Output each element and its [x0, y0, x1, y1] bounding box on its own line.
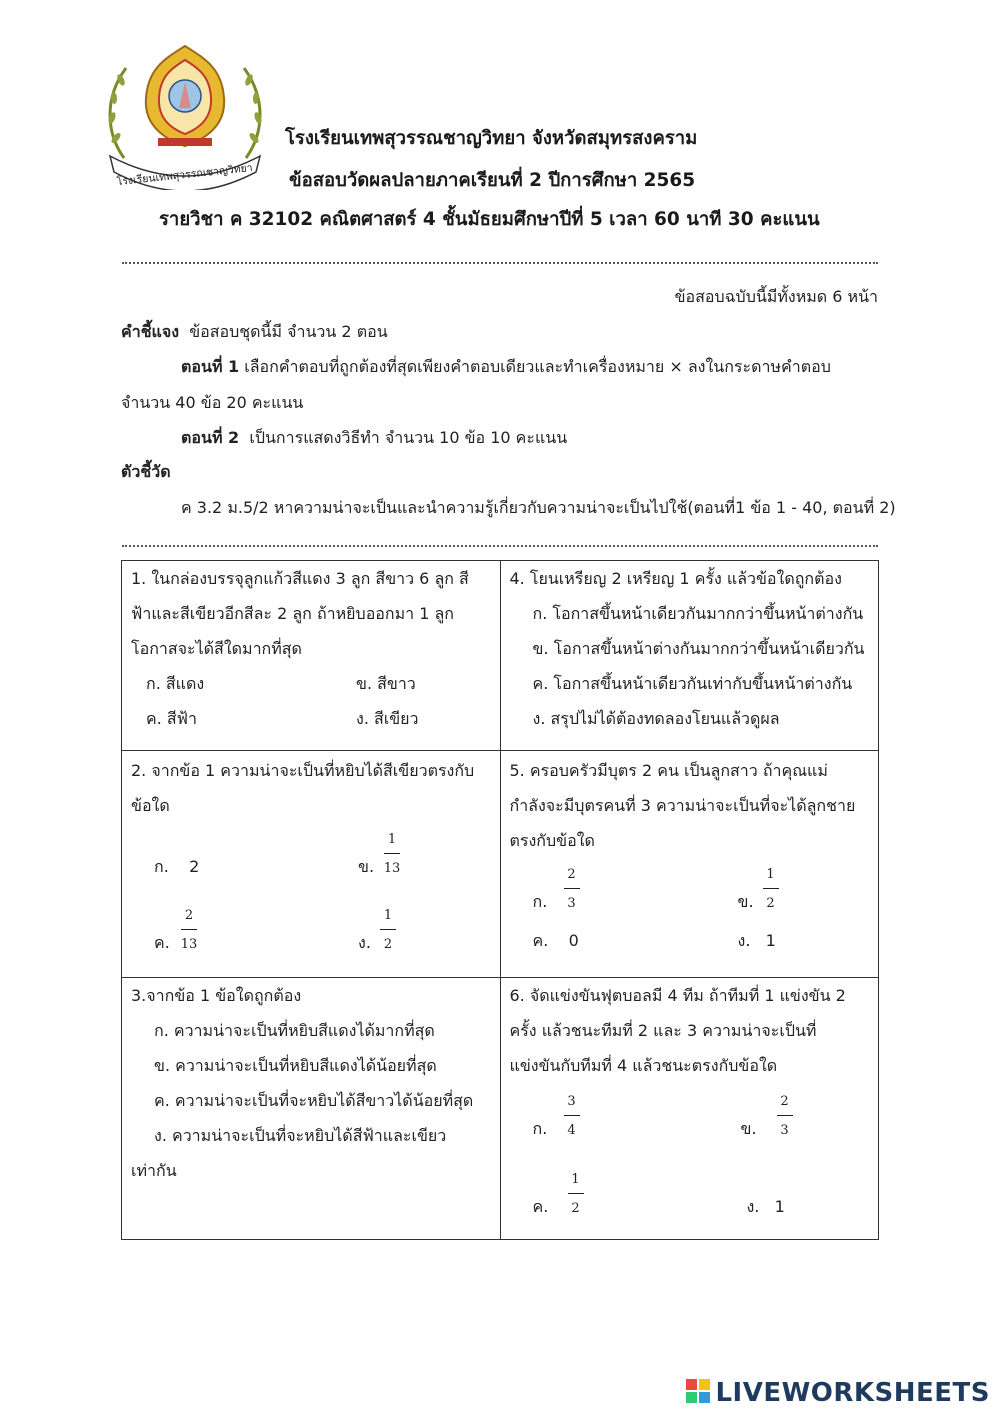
question-1-line-1: 1. ในกล่องบรรจุลูกแก้วสีแดง 3 ลูก สีขาว 6 ลูก สี	[131, 569, 469, 588]
question-5-option-b-fraction	[760, 864, 782, 915]
liveworksheets-logo-icon	[685, 1378, 711, 1404]
question-5-option-a-denominator: 3	[567, 896, 576, 911]
question-6-line-2: ครั้ง แล้วชนะทีมที่ 2 และ 3 ความน่าจะเป็นที่	[509, 1021, 817, 1040]
part1-line	[181, 355, 831, 380]
question-6-option-d[interactable]	[747, 1195, 785, 1220]
liveworksheets-watermark	[685, 1378, 990, 1408]
school-name: โรงเรียนเทพสุวรรณชาญวิทยา จังหวัดสมุทรสงคราม	[285, 128, 698, 149]
question-2-option-b-denominator: 13	[383, 861, 401, 876]
question-1-option-d[interactable]: ง. สีเขียว	[356, 709, 419, 728]
question-5-option-b-denominator: 2	[766, 896, 775, 911]
question-5-option-d-value: 1	[765, 931, 776, 950]
fraction-bar	[384, 853, 400, 854]
question-2-option-d-denominator: 2	[383, 937, 393, 952]
fraction-bar	[564, 888, 580, 889]
exam-title: ข้อสอบวัดผลปลายภาคเรียนที่ 2 ปีการศึกษา 2565	[289, 170, 696, 191]
pages-note: ข้อสอบฉบับนี้มีทั้งหมด 6 หน้า	[674, 287, 878, 306]
fraction-bar	[181, 929, 197, 930]
question-2-option-b-numerator: 1	[387, 832, 397, 847]
question-3-option-b[interactable]: ข. ความน่าจะเป็นที่หยิบสีแดงได้น้อยที่สุด	[154, 1056, 437, 1075]
question-5-option-b-label[interactable]: ข.	[737, 892, 754, 911]
question-3-line-1: 3.จากข้อ 1 ข้อใดถูกต้อง	[131, 986, 302, 1005]
question-6-option-d-value: 1	[774, 1197, 785, 1216]
question-6-option-a-denominator: 4	[567, 1123, 576, 1138]
logo-ribbon-text: โรงเรียนเทพสุวรรณชาญวิทยา	[116, 161, 254, 189]
question-6-option-c-label[interactable]: ค.	[532, 1197, 549, 1216]
question-2-option-a-label: ก.	[154, 857, 169, 876]
question-3-option-a[interactable]: ก. ความน่าจะเป็นที่หยิบสีแดงได้มากที่สุด	[154, 1021, 435, 1040]
question-4-option-a[interactable]: ก. โอกาสขึ้นหน้าเดียวกันมากกว่าขึ้นหน้าต่างกัน	[532, 604, 864, 623]
question-4-option-c[interactable]: ค. โอกาสขึ้นหน้าเดียวกันเท่ากับขึ้นหน้าต่างกัน	[532, 674, 853, 693]
question-3	[122, 978, 501, 1240]
question-6-option-b-fraction	[774, 1091, 796, 1142]
question-4-option-d[interactable]: ง. สรุปไม่ได้ต้องทดลองโยนแล้วดูผล	[532, 709, 780, 728]
question-2-option-c-numerator: 2	[184, 908, 194, 923]
question-2-option-b-label[interactable]: ข.	[358, 857, 375, 876]
indicator-label: ตัวชี้วัด	[121, 462, 171, 481]
instructions-line	[121, 320, 388, 345]
question-5-option-c-label: ค.	[532, 931, 549, 950]
part1-text-cont: จำนวน 40 ข้อ 20 คะแนน	[121, 393, 304, 412]
part1-text: เลือกคำตอบที่ถูกต้องที่สุดเพียงคำตอบเดียวและทำเครื่องหมาย × ลงในกระดาษคำตอบ	[244, 357, 831, 376]
question-6-option-c-denominator: 2	[571, 1201, 580, 1216]
question-6-option-a-fraction	[561, 1091, 583, 1142]
question-5-option-a-numerator: 2	[567, 867, 576, 882]
question-6-option-c-numerator: 1	[571, 1172, 580, 1187]
question-5-option-a-fraction	[561, 864, 583, 915]
question-4	[500, 561, 879, 751]
question-4-line-1: 4. โยนเหรียญ 2 เหรียญ 1 ครั้ง แล้วข้อใดถูกต้อง	[509, 569, 842, 588]
watermark-text: LIVEWORKSHEETS	[715, 1378, 990, 1408]
fraction-bar	[564, 1115, 580, 1116]
question-5-option-c-value: 0	[568, 931, 579, 950]
question-6-option-a-numerator: 3	[567, 1094, 576, 1109]
question-5-option-b-numerator: 1	[766, 867, 775, 882]
question-2-line-2: ข้อใด	[131, 796, 170, 815]
question-5-option-a-label[interactable]: ก.	[532, 892, 548, 911]
question-1-option-c[interactable]: ค. สีฟ้า	[146, 709, 197, 728]
question-6-option-a-label[interactable]: ก.	[532, 1119, 548, 1138]
subject-line: รายวิชา ค 32102 คณิตศาสตร์ 4 ชั้นมัธยมศึกษาปีที่ 5 เวลา 60 นาที 30 คะแนน	[159, 209, 820, 230]
question-1-line-3: โอกาสจะได้สีใดมากที่สุด	[131, 639, 302, 658]
question-2-option-b-fraction	[381, 829, 403, 880]
fraction-bar	[777, 1115, 793, 1116]
question-5-line-3: ตรงกับข้อใด	[509, 831, 595, 850]
question-2	[122, 751, 501, 978]
fraction-bar	[763, 888, 779, 889]
question-2-option-d-label[interactable]: ง.	[358, 933, 371, 952]
question-2-option-c-fraction	[178, 905, 200, 956]
question-2-option-d-numerator: 1	[383, 908, 393, 923]
part2-line	[181, 426, 567, 451]
question-3-option-d[interactable]: ง. ความน่าจะเป็นที่จะหยิบได้สีฟ้าและเขียว	[154, 1126, 447, 1145]
fraction-bar	[380, 929, 396, 930]
question-6-option-b-denominator: 3	[780, 1123, 789, 1138]
question-6-line-3: แข่งขันกับทีมที่ 4 แล้วชนะตรงกับข้อใด	[509, 1056, 778, 1075]
school-logo	[96, 38, 274, 190]
question-3-option-c[interactable]: ค. ความน่าจะเป็นที่จะหยิบได้สีขาวได้น้อยที่สุด	[154, 1091, 474, 1110]
question-5-option-d-label: ง.	[737, 931, 751, 950]
question-5-option-d[interactable]	[738, 929, 776, 954]
question-6-line-1: 6. จัดแข่งขันฟุตบอลมี 4 ทีม ถ้าทีมที่ 1 แข่งขัน 2	[509, 986, 846, 1005]
instructions-text: ข้อสอบชุดนี้มี จำนวน 2 ตอน	[189, 322, 388, 341]
question-5-option-c[interactable]	[533, 929, 579, 954]
question-6	[500, 978, 879, 1240]
question-6-option-d-label: ง.	[746, 1197, 760, 1216]
question-1	[122, 561, 501, 751]
question-2-option-a-value: 2	[189, 857, 200, 876]
part2-text: เป็นการแสดงวิธีทำ จำนวน 10 ข้อ 10 คะแนน	[249, 428, 568, 447]
question-5-line-1: 5. ครอบครัวมีบุตร 2 คน เป็นลูกสาว ถ้าคุณแม่	[509, 761, 828, 780]
question-2-option-d-fraction	[377, 905, 399, 956]
divider-bottom	[122, 545, 878, 547]
question-4-option-b[interactable]: ข. โอกาสขึ้นหน้าต่างกันมากกว่าขึ้นหน้าเดียวกัน	[532, 639, 865, 658]
question-2-option-c-denominator: 13	[180, 937, 198, 952]
question-1-line-2: ฟ้าและสีเขียวอีกสีละ 2 ลูก ถ้าหยิบออกมา 1 ลูก	[131, 604, 454, 623]
question-2-option-a[interactable]	[154, 855, 199, 880]
question-6-option-c-fraction	[565, 1169, 587, 1220]
question-6-option-b-label[interactable]: ข.	[740, 1119, 757, 1138]
question-3-option-d-cont: เท่ากัน	[131, 1161, 177, 1180]
indicator-text: ค 3.2 ม.5/2 หาความน่าจะเป็นและนำความรู้เกี่ยวกับความน่าจะเป็นไปใช้(ตอนที่1 ข้อ 1 - 40, ตอนที่ 2)	[181, 498, 896, 517]
question-1-option-b[interactable]: ข. สีขาว	[356, 674, 416, 693]
question-table	[121, 560, 879, 1240]
part2-label: ตอนที่ 2	[181, 428, 240, 447]
question-5	[500, 751, 879, 978]
question-2-line-1: 2. จากข้อ 1 ความน่าจะเป็นที่หยิบได้สีเขียวตรงกับ	[131, 761, 475, 780]
question-1-option-a[interactable]: ก. สีแดง	[146, 674, 205, 693]
question-6-option-b-numerator: 2	[780, 1094, 789, 1109]
divider-top	[122, 262, 878, 264]
part1-label: ตอนที่ 1	[181, 357, 240, 376]
question-5-line-2: กำลังจะมีบุตรคนที่ 3 ความน่าจะเป็นที่จะได้ลูกชาย	[509, 796, 856, 815]
question-2-option-c-label[interactable]: ค.	[154, 933, 170, 952]
fraction-bar	[568, 1193, 584, 1194]
instructions-label: คำชี้แจง	[121, 322, 180, 341]
